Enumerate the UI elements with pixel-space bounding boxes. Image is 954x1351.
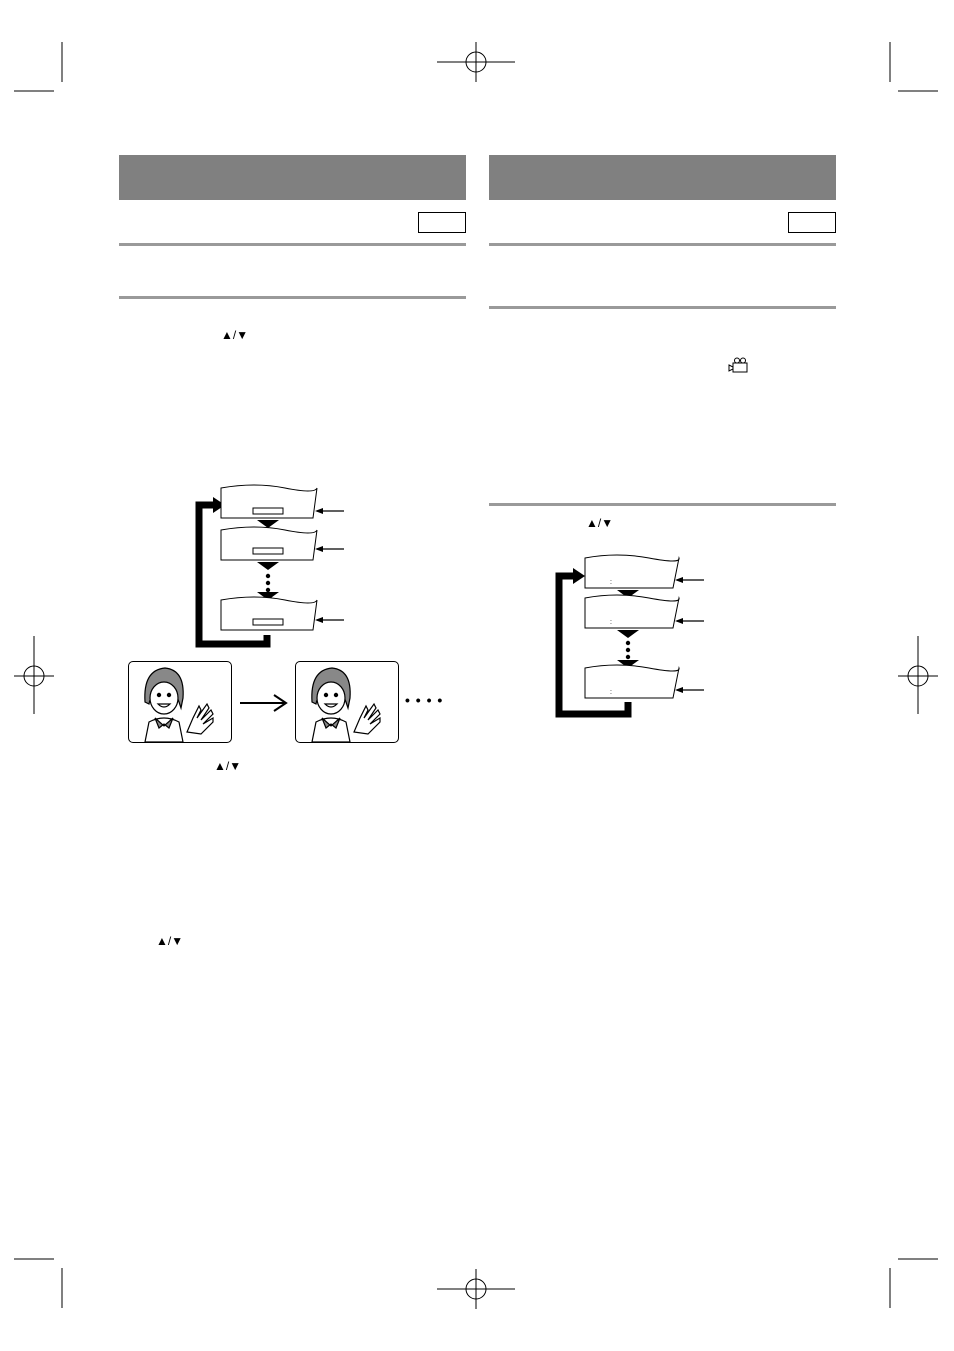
right-arrow-keys-1: ▲/▼	[586, 516, 614, 530]
crosshair-icon	[898, 636, 938, 716]
left-language-box	[418, 212, 466, 233]
illustration-frame-2	[295, 661, 399, 743]
camera-angle-icon	[729, 357, 749, 373]
svg-text::: :	[610, 689, 612, 696]
right-cycle-diagram	[555, 550, 715, 720]
right-header-bar	[489, 155, 836, 200]
left-header-bar	[119, 155, 466, 200]
left-arrow-keys-3: ▲/▼	[156, 934, 184, 948]
transition-arrow	[238, 693, 292, 713]
crosshair-icon	[437, 1265, 517, 1315]
waving-girl-illustration	[296, 662, 398, 742]
svg-text::: :	[610, 619, 612, 626]
svg-text::: :	[610, 579, 612, 586]
right-rule-2	[489, 306, 836, 309]
right-rule-1	[489, 243, 836, 246]
left-rule-1	[119, 243, 466, 246]
right-language-box	[788, 212, 836, 233]
left-cycle-diagram	[195, 480, 355, 650]
continuation-dots: • • • •	[405, 692, 444, 708]
crosshair-icon	[437, 38, 517, 88]
left-rule-2	[119, 296, 466, 299]
crosshair-icon	[14, 636, 54, 716]
waving-girl-illustration	[129, 662, 231, 742]
right-rule-3	[489, 503, 836, 506]
illustration-frame-1	[128, 661, 232, 743]
left-arrow-keys-1: ▲/▼	[221, 328, 249, 342]
left-arrow-keys-2: ▲/▼	[214, 759, 242, 773]
